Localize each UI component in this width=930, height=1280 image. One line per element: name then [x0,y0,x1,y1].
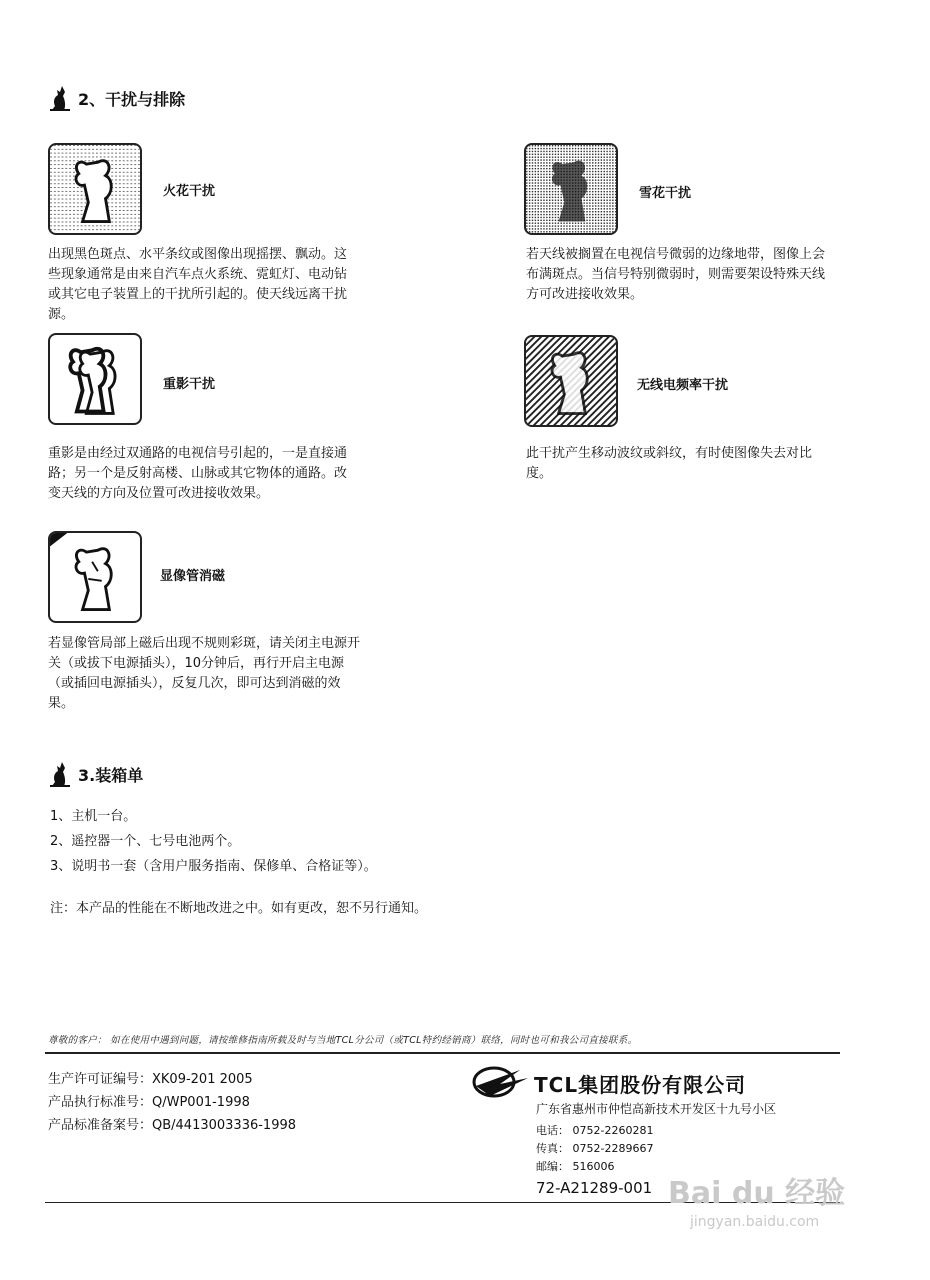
degauss-text: 若显像管局部上磁后出现不规则彩斑，请关闭主电源开关（或拔下电源插头），10分钟后，再行开启主电源（或插回电源插头），反复几次，即可达到消磁的效果。 [48,636,361,711]
license-number: 生产许可证编号：XK09-201 2005 [48,1072,253,1087]
postcode: 邮编： 516006 [536,1160,615,1173]
section-2-title: 2、干扰与排除 [78,89,186,109]
ghost-label: 重影干扰 [163,377,216,392]
product-code: 72-A21289-001 [536,1179,653,1197]
packing-note: 注：本产品的性能在不断地改进之中。如有更改，恕不另行通知。 [50,901,428,916]
snow-label: 雪花干扰 [639,186,692,201]
spark-label: 火花干扰 [163,184,216,199]
tcl-logo-icon [470,1064,532,1100]
ghost-text: 重影是由经过双通路的电视信号引起的，一是直接通路；另一个是反射高楼、山脉或其它物体的通路。改变天线的方向及位置可改进接收效果。 [48,446,348,501]
cat-icon [48,84,74,112]
snow-text: 若天线被搁置在电视信号微弱的边缘地带，图像上会布满斑点。当信号特别微弱时，则需要架设特殊天线方可改进接收效果。 [526,247,826,302]
section-3-heading [48,760,143,788]
baidu-watermark-logo: Bai du 经验 [668,1176,846,1211]
baidu-watermark-url: jingyan.baidu.com [690,1214,820,1230]
radio-label: 无线电频率干扰 [637,378,729,393]
company-name: TCL集团股份有限公司 [534,1073,747,1097]
snow-interference-image [524,143,618,235]
packing-item: 3、说明书一套（含用户服务指南、保修单、合格证等）。 [50,859,377,874]
fax: 传真： 0752-2289667 [536,1142,654,1155]
degauss-image [48,531,142,623]
packing-item: 2、遥控器一个、七号电池两个。 [50,834,241,849]
spark-text: 出现黑色斑点、水平条纹或图像出现摇摆、飘动。这些现象通常是由来自汽车点火系统、霓虹灯、电动钻或其它电子装置上的干扰所引起的。使天线远离干扰源。 [48,247,348,322]
phone: 电话： 0752-2260281 [536,1124,654,1137]
radio-interference-image [524,335,618,427]
record-number: 产品标准备案号：QB/4413003336-1998 [48,1118,297,1133]
radio-text: 此干扰产生移动波纹或斜纹，有时使图像失去对比度。 [526,446,813,481]
cat-icon [48,760,74,788]
section-3-title: 3.装箱单 [78,765,144,785]
customer-note: 尊敬的客户： 如在使用中遇到问题，请按维修指南所载及时与当地TCL分公司（或TCL特约经销商）联络，同时也可和我公司直接联系。 [48,1035,638,1046]
spark-interference-image [48,143,142,235]
packing-item: 1、主机一台。 [50,809,137,824]
section-2-heading [48,84,185,112]
divider [45,1052,840,1054]
degauss-label: 显像管消磁 [160,569,226,584]
standard-number: 产品执行标准号：Q/WP001-1998 [48,1095,250,1110]
company-address: 广东省惠州市仲恺高新技术开发区十九号小区 [536,1102,777,1116]
ghost-interference-image [48,333,142,425]
